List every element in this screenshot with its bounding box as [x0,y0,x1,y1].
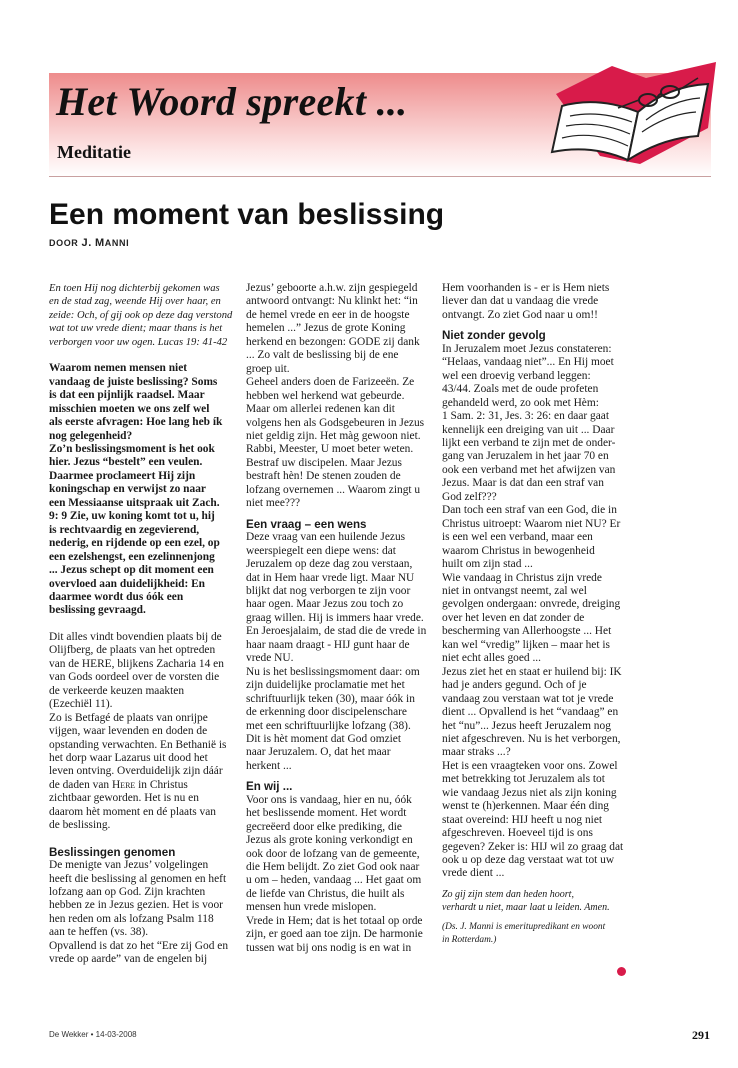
text-line: Voor ons is vandaag, hier en nu, óók [246,793,412,806]
text-line: herkent ... [246,759,292,772]
text-line: dient ... Opvallend is het “vandaag” en [442,706,619,719]
text-line: verhardt u niet, maar laat u leiden. Amen. [442,901,610,913]
paragraph [246,531,433,773]
paragraph [246,794,433,955]
text-line: weerspiegelt een diepe wens: dat [246,544,396,557]
text-line: schriftuurlijk teken (30), maar óók in [246,692,415,705]
text-line: graag willen. Hij is immers haar vrede. [246,611,424,624]
text-line: met betrekking tot Jeruzalem als tot [442,773,605,786]
text-line: van Gods oordeel over de vorsten die [49,671,220,684]
text-line: nog gelegenheid? [49,429,133,442]
text-line: Maar om allerlei redenen kan dit [246,403,395,416]
open-book-with-glasses-icon [548,56,720,174]
text-line: Zo is Betfagé de plaats van onrijpe [49,711,208,724]
text-line: niet afgeschreven. Nu is het verborgen, [442,732,621,745]
text-line: het beslissende moment. Het wordt [246,807,407,820]
subheading: Beslissingen genomen [49,845,176,859]
text-line: heeft die beslissing al genomen en heft [49,872,227,885]
text-line: de verkeerde keuzen maakten [49,684,185,697]
text-line: het dorp waar Lazarus uit dood het [49,751,208,764]
text-line: u om – heden, vandaag ... Het gaat om [246,874,422,887]
text-line: koningschap en verwijst zo naar [49,483,206,496]
text-line: vrede dient ... [442,867,505,880]
text-line: in Rotterdam.) [442,934,497,945]
text-line: met een schriftuurlijke lofzang (38). [246,719,411,732]
text-line: verborgen voor uw ogen. Lucas 19: 41-42 [49,336,228,348]
text-line: is dat een pijnlijk raadsel. Maar [49,389,205,402]
text-line: als eerste afvragen: Hoe lang heb ík [49,416,223,429]
text-line: Deze vraag van een huilende Jezus [246,531,406,544]
text-line: ontvangt. Zo ziet God naar u om!! [442,308,598,321]
subheading: Een vraag – een wens [246,517,367,531]
text-line: Rabbi, Meester, U moet beter weten. [246,443,414,456]
text-line: vrede op aarde” van de engelen bij [49,953,208,966]
text-line: ook u op deze dag verstaat wat tot uw [442,854,615,867]
text-line: lijkt een verband te zijn met de onder- [442,436,616,449]
text-line: gang van Jeruzalem in het jaar 70 en [442,450,609,463]
text-line: wel een droevig verband leggen: [442,369,591,382]
article-title: Een moment van beslissing [49,198,445,231]
bible-quote [49,282,236,349]
text-line: Zo gij zijn stem dan heden hoort, [442,888,574,900]
subheading: En wij ... [246,780,293,794]
text-line: Jezus. Maar is dat dan een straf van [442,477,604,490]
text-line: hemelen ...” Jezus de grote Koning [246,322,406,335]
text-line: aan te heffen (vs. 38). [49,926,149,939]
text-line: vijgen, waar levenden en doden de [49,725,208,738]
text-line: (Ds. J. Manni is emeritupredikant en woont [442,921,606,932]
text-line: had je anders gegund. Och of je [442,679,587,692]
text-line: ook door de lofzang van de gemeente, [246,847,420,860]
text-line: haar ogen. Maar Jezus zou toch zo [246,598,404,611]
text-line: antwoord ontvangt: Nu klinkt het: “in [246,295,418,308]
text-line: zichtbaar geworden. Het is nu en [49,792,199,805]
text-line: zijn duidelijke proclamatie met het [246,679,405,692]
column-1 [49,282,236,967]
text-line: En toen Hij nog dichterbij gekomen was [49,283,220,294]
text-line: ook een verband met het afwijzen van [442,463,616,476]
column-2 [246,282,433,955]
text-line: van de HERE, blijkens Zacharia 14 en [49,657,224,670]
text-line: 9: 9 Zie, uw koning komt tot u, hij [49,510,215,523]
text-line: Hem voorhanden is - er is Hem niets [442,282,610,294]
text-line: maar straks ...? [442,746,511,759]
text-line: Dit alles vindt bovendien plaats bij de [49,630,222,643]
text-line: gecreëerd door elke prediking, die [246,820,402,833]
paragraph: Dit alles vindt bovendien plaats bij de Olijfberg, de plaats van het optreden van de HERE, blijkens Zacharia 14 en van Gods oordeel over de vorsten die de verkeerde keuzen maakten (Ezechiël 11). Zo is Betfagé de plaats van onrijpe vijgen, waar levenden en doden de opstanding verwachten. En Bethanië is het dorp waar Lazarus uit dood het leven ontving. Overduidelijk zijn dáár de daden van Here in Christus zichtbaar geworden. Het is nu en daarom hèt moment en dé plaats van de beslissing. [49,631,236,833]
end-mark-icon [617,967,626,976]
text-line: wenst te (h)erkennen. Maar één ding [442,800,609,813]
text-line: Christus uitroept: Waarom niet NU? Er [442,517,621,530]
text-line: vandaag zou verstaan wat tot je vrede [442,692,614,705]
text-line: is rechtvaardig en zegevierend, [49,523,200,536]
text-line: gegeven? Zeker is: HIJ wil zo graag dat [442,840,624,853]
text-line: En Jeroesjalaim, de stad die de vrede in [246,625,427,638]
text-line: Jezus ziet het en staat er huilend bij: IK [442,665,622,678]
text-line: Daarmee proclameert Hij zijn [49,469,196,482]
text-line: hebben wel herkend wat gebeurde. [246,389,405,402]
text-line: een Messiaanse uitspraak uit Zach. [49,496,220,509]
text-line: zijn, er goed aan toe zijn. De harmonie [246,928,423,941]
text-line: een ezelshengst, een ezelinnenjong [49,550,215,563]
text-line: de erkenning door discipelenschare [246,706,407,719]
paragraph [246,282,433,511]
text-line: blijkt dat nog verborgen te zijn voor [246,584,411,597]
text-line: 43/44. Zoals met de oude profeten [442,383,599,396]
text-line: de hemel vrede en eer in de hoogste [246,308,410,321]
text-line: de liefde van Christus, die huilt als [246,887,405,900]
text-line: herkend en bezongen: GODE zij dank [246,335,420,348]
text-line: niet mee??? [246,497,301,510]
text-line: liever dan dat u vandaag die vrede [442,295,599,308]
text-line: Nu is het beslissingsmoment daar: om [246,665,420,678]
text-line: over het leven en dat zonder de [442,611,585,624]
text-line: haar naam draagt - HIJ gunt haar de [246,638,410,651]
text-line: en de stad zag, weende Hij over haar, en [49,296,221,308]
text-line: kennelijk een dreiging van uit ... Daar [442,423,615,436]
byline: DOOR J. MANNI [49,237,130,249]
text-line: is een wel een verband, maar een [442,531,593,544]
text-line: ... Zo valt de beslissing bij de ene [246,349,399,362]
text-line: wat tot uw vrede dient; maar thans is het [49,323,223,335]
text-line: de beslissing. [49,819,111,832]
text-line: overvloed aan duidelijkheid: En [49,577,206,590]
subheading: Niet zonder gevolg [442,329,546,343]
text-line: zeide: Och, of gij ook op deze dag verstond [49,309,233,321]
text-line: nederig, en rijdende op een ezel, op [49,537,220,550]
text-line: hebben ze in Jezus gezien. Het is voor [49,899,223,912]
series-title: Het Woord spreekt ... [56,79,408,124]
text-line: leven ontving. Overduidelijk zijn dáár [49,765,223,778]
text-line: Geheel anders doen de Farizeeën. Ze [246,376,415,389]
text-line: niet in ontvangst neemt, zal wel [442,584,587,597]
text-line: lofzang aan op God. Zijn krachten [49,886,206,899]
text-line: Zo’n beslissingsmoment is het ook [49,442,215,455]
text-line: staat overeind: HIJ heeft u nog niet [442,813,603,826]
text-line: kan wel “vredig” lijken – maar het is [442,638,610,651]
text-line: Olijfberg, de plaats van het optreden [49,644,216,657]
text-line: huilt om zijn stad ... [442,558,533,571]
text-line: Jezus als grote koning verkondigt en [246,834,413,847]
text-line: groep uit. [246,362,290,375]
text-line: bestraft hèn! De stenen zouden de [246,470,401,483]
text-line: Jeruzalem op deze dag zou verstaan, [246,558,413,571]
text-line: beslissing gevraagd. [49,604,146,617]
closing-verse [442,888,627,914]
text-line: God zelf??? [442,490,497,503]
header-divider [49,176,711,177]
text-line: Dit is hèt moment dat God omziet [246,732,402,745]
text-line: gehandeld werd, zo ook met Hèm: [442,396,599,409]
text-line: Bestraf uw discipelen. Maar Jezus [246,456,402,469]
text-line: dat in Hem haar vrede ligt. Maar NU [246,571,415,584]
text-line: Opvallend is dat zo het “Ere zij God en [49,939,229,952]
text-line: vrede NU. [246,652,294,665]
text-line: vandaag de juiste beslissing? Soms [49,375,218,388]
text-line: niet echt alles goed ... [442,652,542,665]
text-line: misschien moeten we ons zelf wel [49,402,210,415]
text-line: mensen hun vrede mislopen. [246,901,377,914]
column-3 [442,282,627,947]
text-line: daarmee wordt dus óók een [49,590,184,603]
text-line: gevolgen ondergaan: onvrede, dreiging [442,598,621,611]
text-line: die Hem belijdt. Zo ziet God ook naar [246,861,420,874]
footer-source: De Wekker • 14-03-2008 [49,1030,137,1039]
text-line: niet geldig zijn. Het màg gewoon niet. [246,429,421,442]
text-line: hen reden om als lofzang Psalm 118 [49,912,214,925]
text-line: Jezus’ geboorte a.h.w. zijn gespiegeld [246,282,418,294]
text-line: 1 Sam. 2: 31, Jes. 3: 26: en daar gaat [442,410,610,423]
text-line: volgens hen als Godsgebeuren in Jezus [246,416,425,429]
text-line: bescherming van Allerhoogste ... Het [442,625,612,638]
text-line: In Jeruzalem moet Jezus constateren: [442,342,612,355]
section-label: Meditatie [57,142,131,162]
text-line: Waarom nemen mensen niet [49,362,188,375]
page-number: 291 [692,1028,710,1042]
author-note [442,921,627,947]
paragraph [49,859,236,967]
text-line: ... Jezus schept op dit moment een [49,564,214,577]
intro-paragraph [49,362,236,618]
paragraph [442,282,627,322]
paragraph [442,343,627,881]
text-line: Het is een vraagteken voor ons. Zowel [442,759,618,772]
text-line: Vrede in Hem; dat is het totaal op orde [246,914,423,927]
text-line: daarom hèt moment en dé plaats van [49,805,217,818]
text-line: wie vandaag Jezus niet als zijn koning [442,786,617,799]
text-line: naar Jeruzalem. O, dat het maar [246,746,391,759]
text-line: opstanding verwachten. En Bethanië is [49,738,227,751]
text-line: De menigte van Jezus’ volgelingen [49,859,209,872]
text-line: het “nu”... Jezus heeft Jeruzalem nog [442,719,611,732]
text-line: tussen wat bij ons nodig is en wat in [246,941,412,954]
text-line: “Helaas, vandaag niet”... En Hij moet [442,356,614,369]
text-line: (Ezechiël 11). [49,698,113,711]
text-line: afgeschreven. Hoeveel tijd is ons [442,827,593,840]
text-line: Wie vandaag in Christus zijn vrede [442,571,602,584]
text-line: hier. Jezus “bestelt” een veulen. [49,456,203,469]
text-line: lofzang overnemen ... Waarom zingt u [246,483,421,496]
text-line: waarom Christus in bewogenheid [442,544,595,557]
text-line: Dan toch een straf van een God, die in [442,504,617,517]
